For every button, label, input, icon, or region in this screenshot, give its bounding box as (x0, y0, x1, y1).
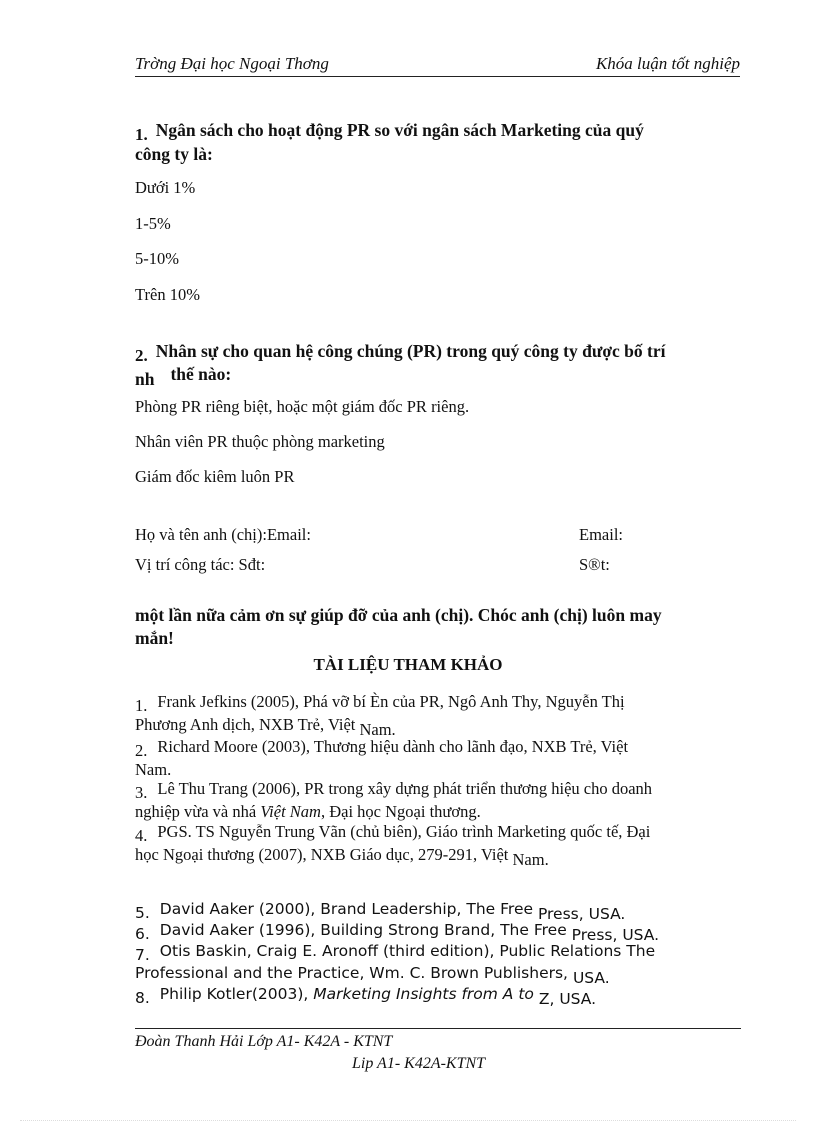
thanks-line2: mắn! (135, 628, 174, 648)
ref-4-line2: học Ngoại thương (2007), NXB Giáo dục, 279-291, Việt (135, 845, 509, 864)
reference-5 (135, 900, 740, 923)
ref-4-tail: Nam. (512, 850, 549, 869)
reference-1 (135, 692, 740, 715)
reference-7 (135, 942, 740, 964)
footer-author: Đoàn Thanh Hải Lớp A1- K42A - KTNT (135, 1033, 393, 1050)
name-label: Họ và tên anh (chị):Email: (135, 525, 311, 544)
question-2 (135, 341, 666, 365)
reference-3 (135, 779, 740, 802)
ref-3-line1: Lê Thu Trang (2006), PR trong xây dựng phát triển thương hiệu cho doanh (157, 779, 653, 798)
ref-8-italic: Marketing Insights from A to (313, 985, 534, 1003)
ref-3-line2b: , Đại học Ngoại thương. (320, 802, 481, 821)
footer-divider (135, 1028, 741, 1029)
ref-1-number: 1. (135, 696, 148, 715)
option-q1-2: 1-5% (135, 214, 171, 233)
ref-1-line1: Frank Jefkins (2005), Phá vỡ bí Èn của PR, Ngô Anh Thy, Nguyễn Thị (157, 692, 625, 711)
reference-1-line2 (135, 715, 740, 739)
ref-4-line1: PGS. TS Nguyễn Trung Vãn (chủ biên), Giáo trình Marketing quốc tế, Đại (157, 822, 651, 841)
references-title: TÀI LIỆU THAM KHẢO (313, 655, 503, 674)
reference-4-line2 (135, 845, 740, 869)
ref-6-tail: Press, USA. (571, 926, 660, 944)
ref-5-number: 5. (135, 904, 150, 922)
ref-2-line1: Richard Moore (2003), Thương hiệu dành cho lãnh đạo, NXB Trẻ, Việt (157, 737, 629, 756)
question-1 (135, 120, 644, 144)
reference-3-line2 (135, 802, 740, 822)
ref-5-text: David Aaker (2000), Brand Leadership, The Free (159, 900, 534, 918)
thanks-line1: một lần nữa cảm ơn sự giúp đỡ của anh (chị). Chóc anh (chị) luôn may (135, 605, 662, 625)
ref-8-text: Philip Kotler(2003), (159, 985, 314, 1003)
header-thesis-label: Khóa luận tốt nghiệp (595, 54, 740, 73)
option-q2-1: Phòng PR riêng biệt, hoặc một giám đốc PR riêng. (135, 397, 470, 416)
question-2-line1: Nhân sự cho quan hệ công chúng (PR) trong quý công ty được bố trí (155, 341, 666, 361)
option-q2-2: Nhân viên PR thuộc phòng marketing (135, 432, 385, 451)
ref-4-number: 4. (135, 826, 148, 845)
email-label: Email: (579, 525, 623, 544)
question-1-number: 1. (135, 125, 148, 144)
reference-8 (135, 985, 740, 1008)
header-school: Trờng Đại học Ngoại Thơng (135, 54, 329, 73)
phone-label: S®t: (579, 555, 610, 574)
reference-4 (135, 822, 740, 845)
question-1-line1: Ngân sách cho hoạt động PR so với ngân sách Marketing của quý (155, 120, 644, 140)
option-q1-4: Trên 10% (135, 285, 200, 304)
ref-2-line2: Nam. (135, 760, 172, 779)
ref-7-line2: Professional and the Practice, Wm. C. Brown Publishers, (135, 964, 568, 982)
page-bottom-border (20, 1120, 796, 1121)
ref-7-tail: USA. (572, 969, 610, 987)
question-2-number: 2. (135, 346, 148, 365)
ref-8-tail: Z, USA. (538, 990, 597, 1008)
question-2-line2-text: thế nào: (170, 364, 232, 384)
question-2-line2 (135, 364, 232, 389)
question-1-line2: công ty là: (135, 144, 213, 164)
ref-1-tail: Nam. (359, 720, 396, 739)
ref-1-line2: Phương Anh dịch, NXB Trẻ, Việt (135, 715, 356, 734)
ref-2-number: 2. (135, 741, 148, 760)
ref-3-number: 3. (135, 783, 148, 802)
ref-8-number: 8. (135, 989, 150, 1007)
ref-7-number: 7. (135, 946, 150, 964)
ref-3-line2-italic: Việt Nam (260, 802, 321, 821)
reference-6 (135, 921, 740, 944)
reference-2 (135, 737, 740, 760)
ref-6-text: David Aaker (1996), Building Strong Brand, The Free (159, 921, 567, 939)
ref-3-line2a: nghiệp vừa và nhá (135, 802, 261, 821)
position-label: Vị trí công tác: Sđt: (135, 555, 266, 574)
option-q2-3: Giám đốc kiêm luôn PR (135, 467, 295, 486)
ref-6-number: 6. (135, 925, 150, 943)
ref-5-tail: Press, USA. (537, 905, 626, 923)
question-2-prefix: nh (135, 369, 155, 389)
option-q1-1: Dưới 1% (135, 178, 196, 197)
option-q1-3: 5-10% (135, 249, 179, 268)
footer-class: Lip A1- K42A-KTNT (352, 1055, 486, 1072)
page-header (135, 54, 740, 77)
reference-7-line2 (135, 964, 740, 987)
ref-7-text: Otis Baskin, Craig E. Aronoff (third edition), Public Relations The (159, 942, 656, 960)
